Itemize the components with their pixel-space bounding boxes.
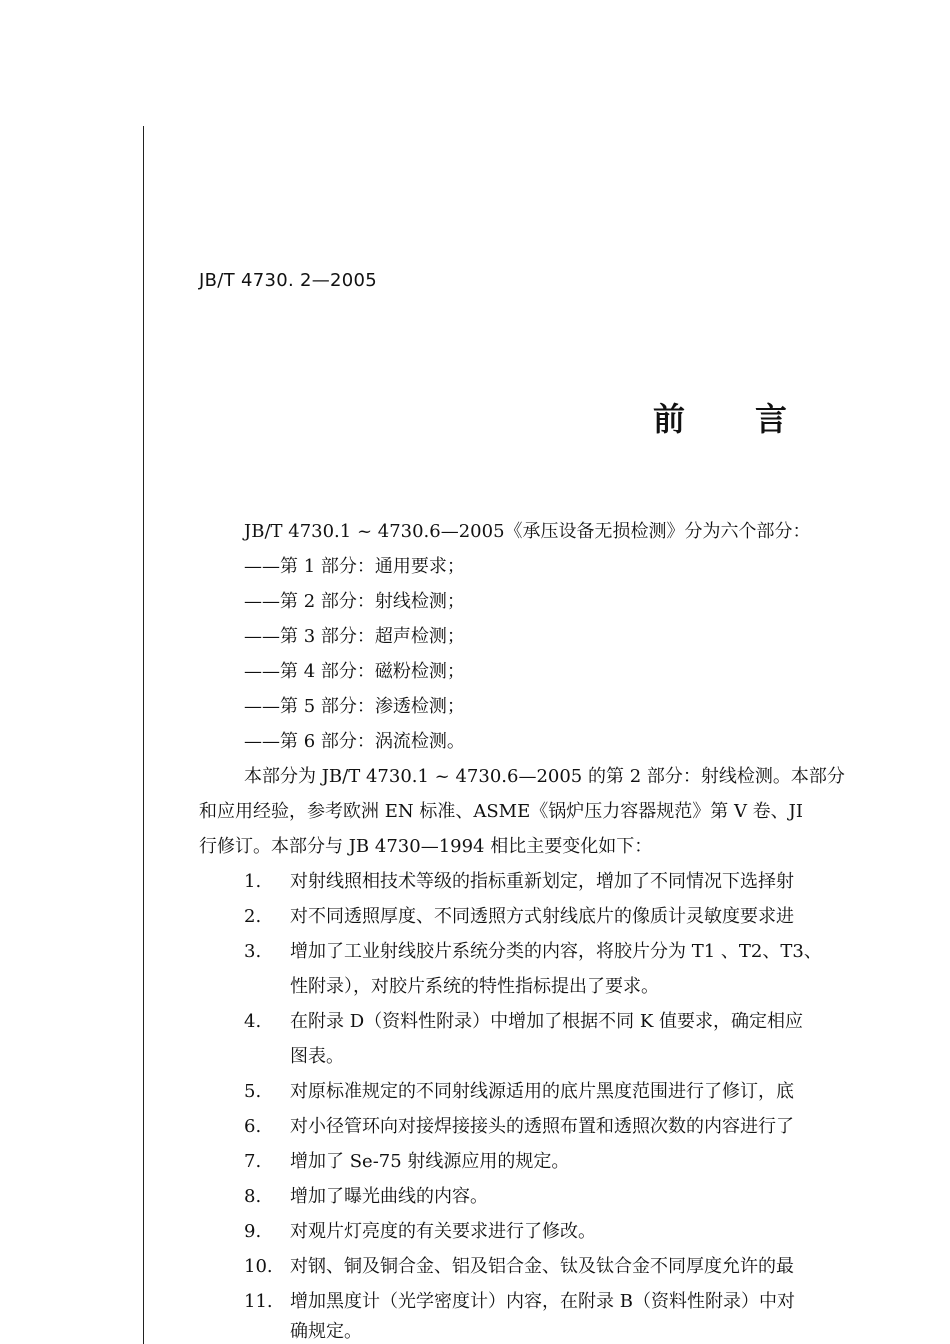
change-text-continued: 确规定。 xyxy=(290,1321,362,1342)
change-text: 在附录 D（资料性附录）中增加了根据不同 K 值要求，确定相应 xyxy=(290,1011,804,1032)
change-number: 5. xyxy=(244,1081,262,1102)
change-text-continued: 性附录），对胶片系统的特性指标提出了要求。 xyxy=(290,976,659,997)
change-number: 3. xyxy=(244,941,262,962)
change-text-continued: 图表。 xyxy=(290,1046,344,1067)
part-list-item: ——第 1 部分：通用要求； xyxy=(244,556,465,577)
change-text: 对原标准规定的不同射线源适用的底片黑度范围进行了修订，底 xyxy=(290,1081,794,1102)
paragraph-line: 行修订。本部分与 JB 4730—1994 相比主要变化如下： xyxy=(199,836,653,857)
change-number: 11. xyxy=(244,1291,273,1312)
intro-line: JB/T 4730.1 ~ 4730.6—2005《承压设备无损检测》分为六个部分： xyxy=(244,521,811,542)
part-list-item: ——第 3 部分：超声检测； xyxy=(244,626,465,647)
change-number: 7. xyxy=(244,1151,262,1172)
part-list-item: ——第 5 部分：渗透检测； xyxy=(244,696,465,717)
change-text: 对钢、铜及铜合金、铝及铝合金、钛及钛合金不同厚度允许的最 xyxy=(290,1256,794,1277)
change-text: 增加了曝光曲线的内容。 xyxy=(290,1186,488,1207)
paragraph-line: 本部分为 JB/T 4730.1 ~ 4730.6—2005 的第 2 部分：射线检测。本部分 xyxy=(244,766,845,787)
change-number: 1. xyxy=(244,871,262,892)
change-number: 10. xyxy=(244,1256,273,1277)
change-number: 9. xyxy=(244,1221,262,1242)
change-text: 增加黑度计（光学密度计）内容，在附录 B（资料性附录）中对 xyxy=(290,1291,795,1312)
part-list-item: ——第 2 部分：射线检测； xyxy=(244,591,465,612)
part-list-item: ——第 6 部分：涡流检测。 xyxy=(244,731,465,752)
title-char-1: 前 xyxy=(653,400,686,438)
change-text: 增加了工业射线胶片系统分类的内容，将胶片分为 T1 、T2、T3、 xyxy=(290,941,822,962)
change-number: 4. xyxy=(244,1011,262,1032)
change-text: 对射线照相技术等级的指标重新划定，增加了不同情况下选择射 xyxy=(290,871,794,892)
margin-rule xyxy=(143,126,144,1344)
change-text: 对不同透照厚度、不同透照方式射线底片的像质计灵敏度要求进 xyxy=(290,906,794,927)
part-list-item: ——第 4 部分：磁粉检测； xyxy=(244,661,465,682)
change-number: 2. xyxy=(244,906,262,927)
change-text: 对观片灯亮度的有关要求进行了修改。 xyxy=(290,1221,596,1242)
change-text: 增加了 Se-75 射线源应用的规定。 xyxy=(290,1151,570,1172)
change-number: 6. xyxy=(244,1116,262,1137)
standard-code: JB/T 4730. 2—2005 xyxy=(199,270,378,291)
change-number: 8. xyxy=(244,1186,262,1207)
change-text: 对小径管环向对接焊接接头的透照布置和透照次数的内容进行了 xyxy=(290,1116,794,1137)
page-title xyxy=(653,394,787,440)
title-char-2: 言 xyxy=(755,400,788,438)
paragraph-line: 和应用经验，参考欧洲 EN 标准、ASME《锅炉压力容器规范》第 V 卷、JI xyxy=(199,801,803,822)
